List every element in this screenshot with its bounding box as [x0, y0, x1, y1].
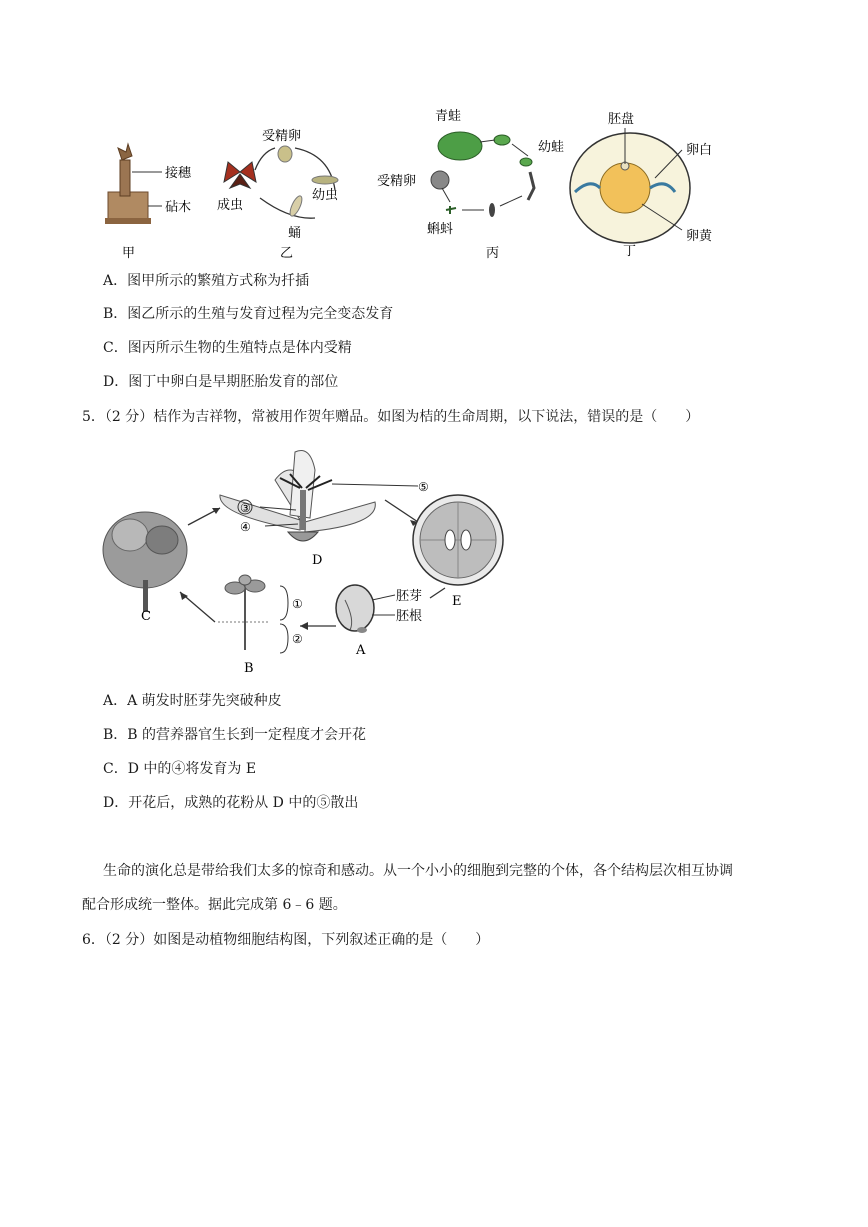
radicle-label: 胚根 [396, 609, 423, 624]
frog-cycle-figure [377, 108, 564, 261]
albumen-label: 卵白 [686, 143, 713, 158]
label-a: A [356, 643, 366, 658]
q4-option-c[interactable]: C．图丙所示生物的生殖特点是体内受精 [103, 340, 352, 356]
tree-c [103, 512, 187, 624]
q5-option-d[interactable]: D．开花后，成熟的花粉从 D 中的⑤散出 [103, 795, 359, 811]
label-4: ④ [240, 520, 251, 534]
label-1: ① [292, 597, 303, 611]
egg-label-bing: 受精卵 [377, 174, 417, 189]
q5-option-b[interactable]: B．B 的营养器官生长到一定程度才会开花 [103, 727, 367, 743]
label-2: ② [292, 632, 303, 646]
insect-cycle-figure [217, 128, 338, 261]
seedling-b [218, 575, 303, 675]
frog-label: 青蛙 [435, 109, 462, 124]
label-3: ③ [240, 501, 251, 515]
fruit-e [413, 495, 503, 609]
label-d: D [312, 553, 323, 568]
flower-d [220, 450, 429, 568]
scion-label: 接穗 [165, 166, 192, 181]
caption-bing: 丙 [486, 246, 500, 261]
tadpole-label: 蝌蚪 [427, 222, 454, 237]
label-b: B [244, 661, 254, 675]
q5-option-c[interactable]: C．D 中的④将发育为 E [103, 761, 257, 777]
label-c: C [141, 609, 151, 624]
passage-line-2: 配合形成统一整体。据此完成第 6﹣6 题。 [82, 897, 347, 913]
label-e: E [452, 594, 462, 609]
label-5: ⑤ [418, 480, 429, 494]
q5-option-a[interactable]: A．A 萌发时胚芽先突破种皮 [103, 693, 282, 709]
caption-jia: 甲 [122, 246, 136, 261]
seed-a [336, 585, 422, 658]
young-frog-label: 幼蛙 [538, 140, 565, 155]
egg-structure-figure [570, 112, 713, 259]
q4-option-a[interactable]: A．图甲所示的繁殖方式称为扦插 [103, 273, 310, 289]
plumule-label: 胚芽 [396, 589, 423, 604]
passage-line-1: 生命的演化总是带给我们太多的惊奇和感动。从一个小小的细胞到完整的个体，各个结构层次相互协调 [103, 863, 733, 879]
caption-yi: 乙 [280, 246, 294, 261]
adult-label: 成虫 [217, 198, 244, 213]
orange-life-cycle-figure [100, 440, 520, 675]
q4-option-d[interactable]: D．图丁中卵白是早期胚胎发育的部位 [103, 374, 339, 390]
pupa-label: 蛹 [288, 226, 302, 241]
top-figure [90, 100, 790, 265]
caption-ding: 丁 [623, 244, 637, 259]
grafting-figure [105, 144, 192, 261]
q4-option-b[interactable]: B．图乙所示的生殖与发育过程为完全变态发育 [103, 306, 394, 322]
yolk-label: 卵黄 [686, 229, 713, 244]
rootstock-label: 砧木 [165, 200, 192, 215]
blastodisc-label: 胚盘 [608, 112, 635, 127]
egg-label-yi: 受精卵 [262, 129, 302, 144]
q6-stem: 6．（2 分）如图是动植物细胞结构图，下列叙述正确的是（ ） [82, 932, 490, 948]
larva-label: 幼虫 [312, 188, 339, 203]
q5-stem: 5．（2 分）桔作为吉祥物，常被用作贺年赠品。如图为桔的生命周期，以下说法，错误的是（ ） [82, 409, 700, 425]
